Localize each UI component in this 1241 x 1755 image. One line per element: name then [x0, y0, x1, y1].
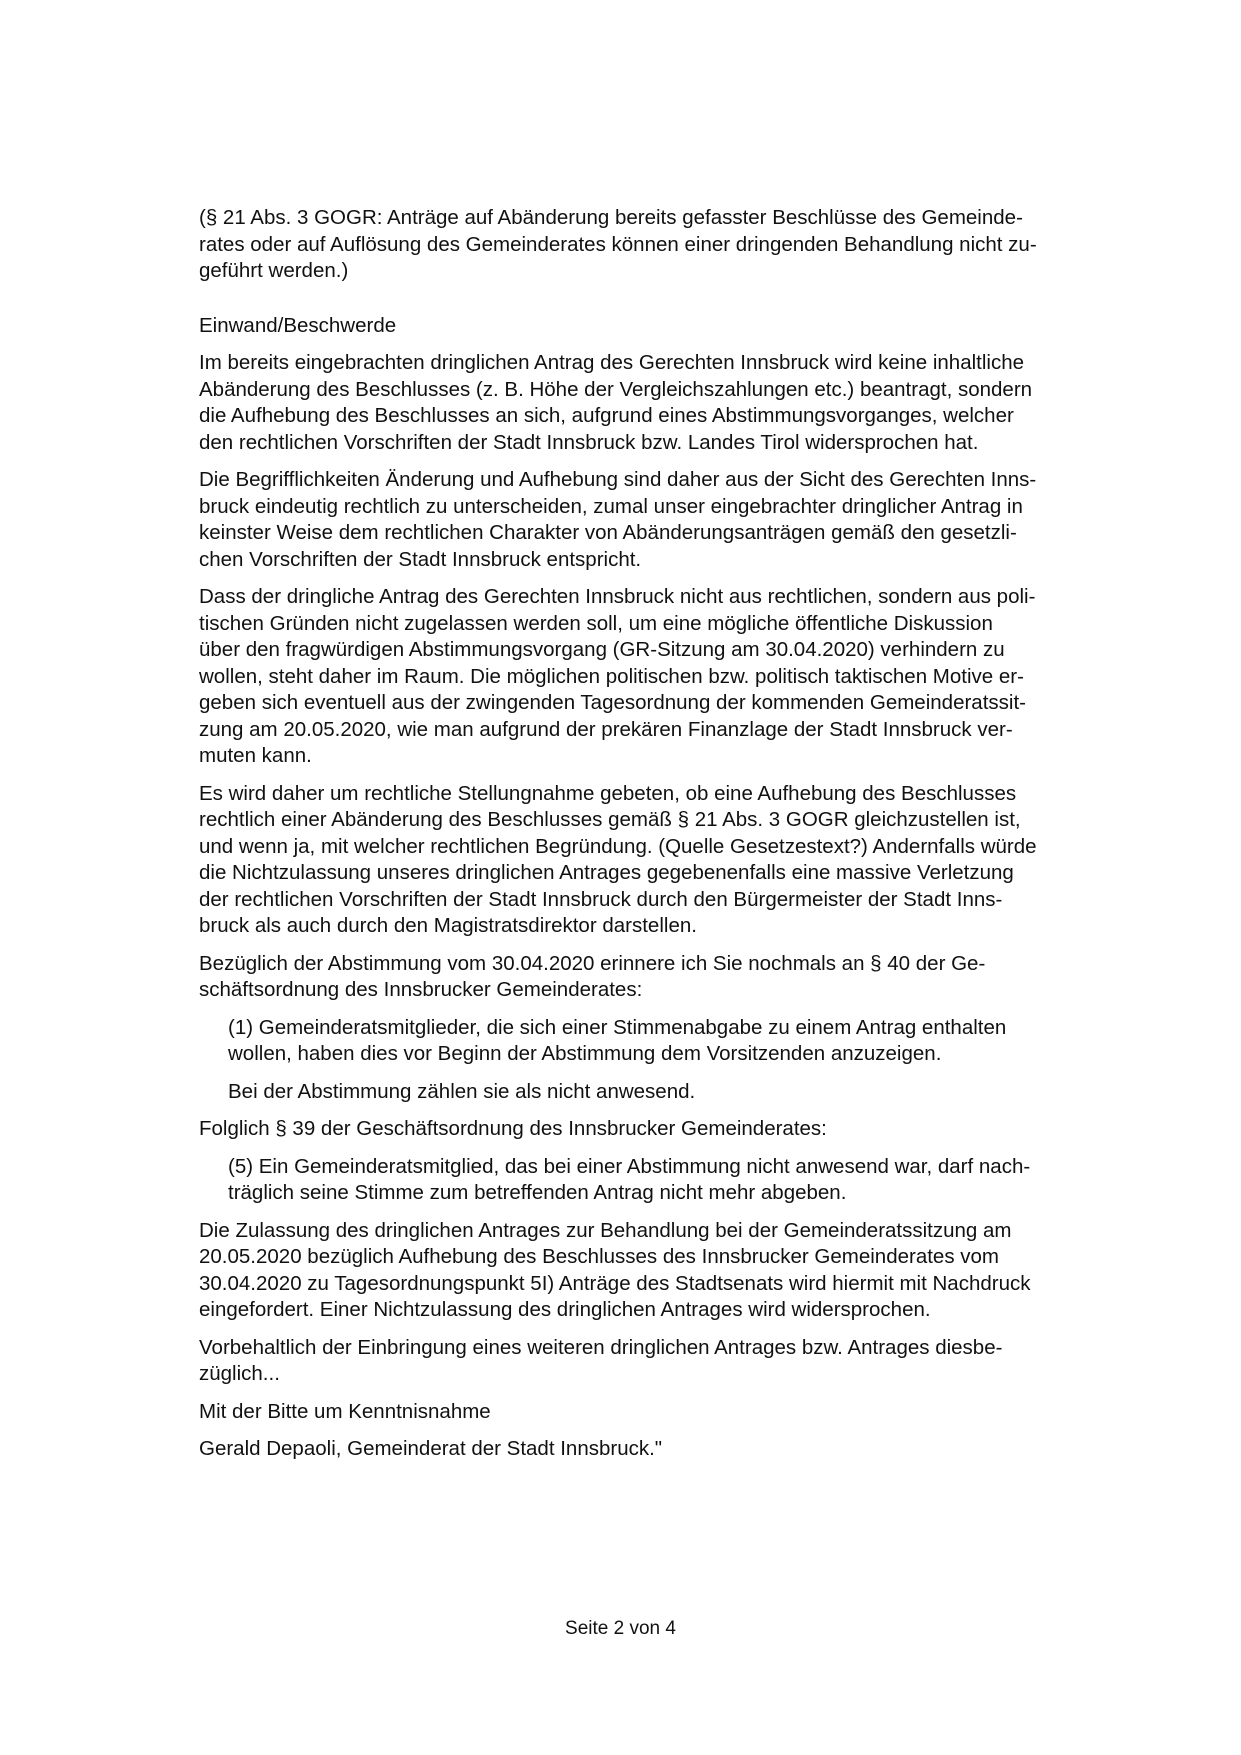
text-line: die Nichtzulassung unseres dringlichen Antrages gegebenenfalls eine massive Verletzung: [199, 861, 1014, 884]
text-line: träglich seine Stimme zum betreffenden Antrag nicht mehr abgeben.: [228, 1181, 847, 1204]
consequently-39: [199, 1116, 1139, 1143]
text-line: wollen, haben dies vor Beginn der Abstimmung dem Vorsitzenden anzuzeigen.: [228, 1042, 942, 1065]
text-line: keinster Weise dem rechtlichen Charakter von Abänderungsanträgen gemäß den gesetzli-: [199, 521, 1017, 544]
text-line: Abänderung des Beschlusses (z. B. Höhe der Vergleichszahlungen etc.) beantragt, sondern: [199, 377, 1033, 401]
text-line: bruck als auch durch den Magistratsdirektor darstellen.: [199, 914, 697, 937]
signature: [199, 1436, 1139, 1463]
text-line: über den fragwürdigen Abstimmungsvorgang (GR-Sitzung am 30.04.2020) verhindern zu: [199, 638, 1005, 661]
text-line: geben sich eventuell aus der zwingenden Tagesordnung der kommenden Gemeinderatssit-: [199, 691, 1026, 714]
gogr-note: [199, 205, 1139, 285]
page-number: Seite 2 von 4: [565, 1618, 676, 1639]
text-line: Mit der Bitte um Kenntnisnahme: [199, 1399, 491, 1423]
text-line: (§ 21 Abs. 3 GOGR: Anträge auf Abänderung bereits gefasster Beschlüsse des Gemeinde-: [199, 206, 1023, 229]
text-line: Vorbehaltlich der Einbringung eines weiteren dringlichen Antrages bzw. Antrages diesbe-: [199, 1335, 1003, 1359]
text-line: züglich...: [199, 1362, 280, 1385]
text-line: bruck eindeutig rechtlich zu unterscheiden, zumal unser eingebrachter dringlicher Antrag in: [199, 494, 1023, 518]
text-line: (1) Gemeinderatsmitglieder, die sich einer Stimmenabgabe zu einem Antrag enthalten: [228, 1015, 1007, 1039]
text-line: wollen, steht daher im Raum. Die möglichen politischen bzw. politisch taktischen Motive er-: [199, 664, 1024, 688]
text-line: den rechtlichen Vorschriften der Stadt Innsbruck bzw. Landes Tirol widersprochen hat.: [199, 430, 979, 454]
admission-demand: [199, 1218, 1139, 1324]
text-line: Gerald Depaoli, Gemeinderat der Stadt Innsbruck.": [199, 1437, 663, 1460]
text-line: muten kann.: [199, 744, 312, 767]
vote-reminder: [199, 951, 1139, 1004]
text-line: 30.04.2020 zu Tagesordnungspunkt 5I) Anträge des Stadtsenats wird hiermit mit Nachdruck: [199, 1271, 1031, 1295]
text-line: Bezüglich der Abstimmung vom 30.04.2020 erinnere ich Sie nochmals an § 40 der Ge-: [199, 951, 986, 975]
text-line: Dass der dringliche Antrag des Gerechten Innsbruck nicht aus rechtlichen, sondern aus poli-: [199, 585, 1036, 608]
text-line: die Aufhebung des Beschlusses an sich, aufgrund eines Abstimmungsvorganges, welcher: [199, 404, 1014, 427]
text-line: und wenn ja, mit welcher rechtlichen Begründung. (Quelle Gesetzestext?) Andernfalls würde: [199, 834, 1037, 858]
objection-intro: [199, 350, 1139, 456]
legal-opinion-request: [199, 781, 1139, 940]
document-body: [199, 205, 1139, 1474]
terms-distinction: [199, 467, 1139, 573]
text-line: rates oder auf Auflösung des Gemeinderates können einer dringenden Behandlung nicht zu-: [199, 232, 1037, 256]
text-line: chen Vorschriften der Stadt Innsbruck entspricht.: [199, 547, 642, 571]
quote-39-5: [199, 1154, 1139, 1207]
text-line: rechtlich einer Abänderung des Beschlusses gemäß § 21 Abs. 3 GOGR gleichzustellen ist,: [199, 808, 1021, 831]
text-line: geführt werden.): [199, 259, 349, 282]
text-line: Es wird daher um rechtliche Stellungnahme gebeten, ob eine Aufhebung des Beschlusses: [199, 781, 1017, 805]
quote-40-1: [199, 1015, 1139, 1068]
text-line: eingefordert. Einer Nichtzulassung des dringlichen Antrages wird widersprochen.: [199, 1298, 931, 1321]
text-line: Die Begrifflichkeiten Änderung und Aufhebung sind daher aus der Sicht des Gerechten Inns-: [199, 468, 1037, 491]
closing-request: [199, 1399, 1139, 1426]
text-line: schäftsordnung des Innsbrucker Gemeinderates:: [199, 978, 643, 1001]
text-line: Einwand/Beschwerde: [199, 313, 397, 337]
text-line: tischen Gründen nicht zugelassen werden soll, um eine mögliche öffentliche Diskussion: [199, 611, 993, 635]
political-motives: [199, 584, 1139, 770]
text-line: der rechtlichen Vorschriften der Stadt Innsbruck durch den Bürgermeister der Stadt Inns-: [199, 887, 1003, 911]
text-line: 20.05.2020 bezüglich Aufhebung des Beschlusses des Innsbrucker Gemeinderates vom: [199, 1245, 1000, 1268]
text-line: Im bereits eingebrachten dringlichen Antrag des Gerechten Innsbruck wird keine inhaltliche: [199, 351, 1025, 374]
text-line: zung am 20.05.2020, wie man aufgrund der prekären Finanzlage der Stadt Innsbruck ver-: [199, 717, 1013, 741]
text-line: Die Zulassung des dringlichen Antrages zur Behandlung bei der Gemeinderatssitzung am: [199, 1218, 1012, 1242]
text-line: Bei der Abstimmung zählen sie als nicht anwesend.: [228, 1079, 696, 1103]
reservation: [199, 1335, 1139, 1388]
text-line: Folglich § 39 der Geschäftsordnung des Innsbrucker Gemeinderates:: [199, 1117, 827, 1140]
section-heading: [199, 313, 1139, 340]
text-line: (5) Ein Gemeinderatsmitglied, das bei einer Abstimmung nicht anwesend war, darf nach-: [228, 1154, 1031, 1178]
quote-40-absent: [199, 1079, 1139, 1106]
